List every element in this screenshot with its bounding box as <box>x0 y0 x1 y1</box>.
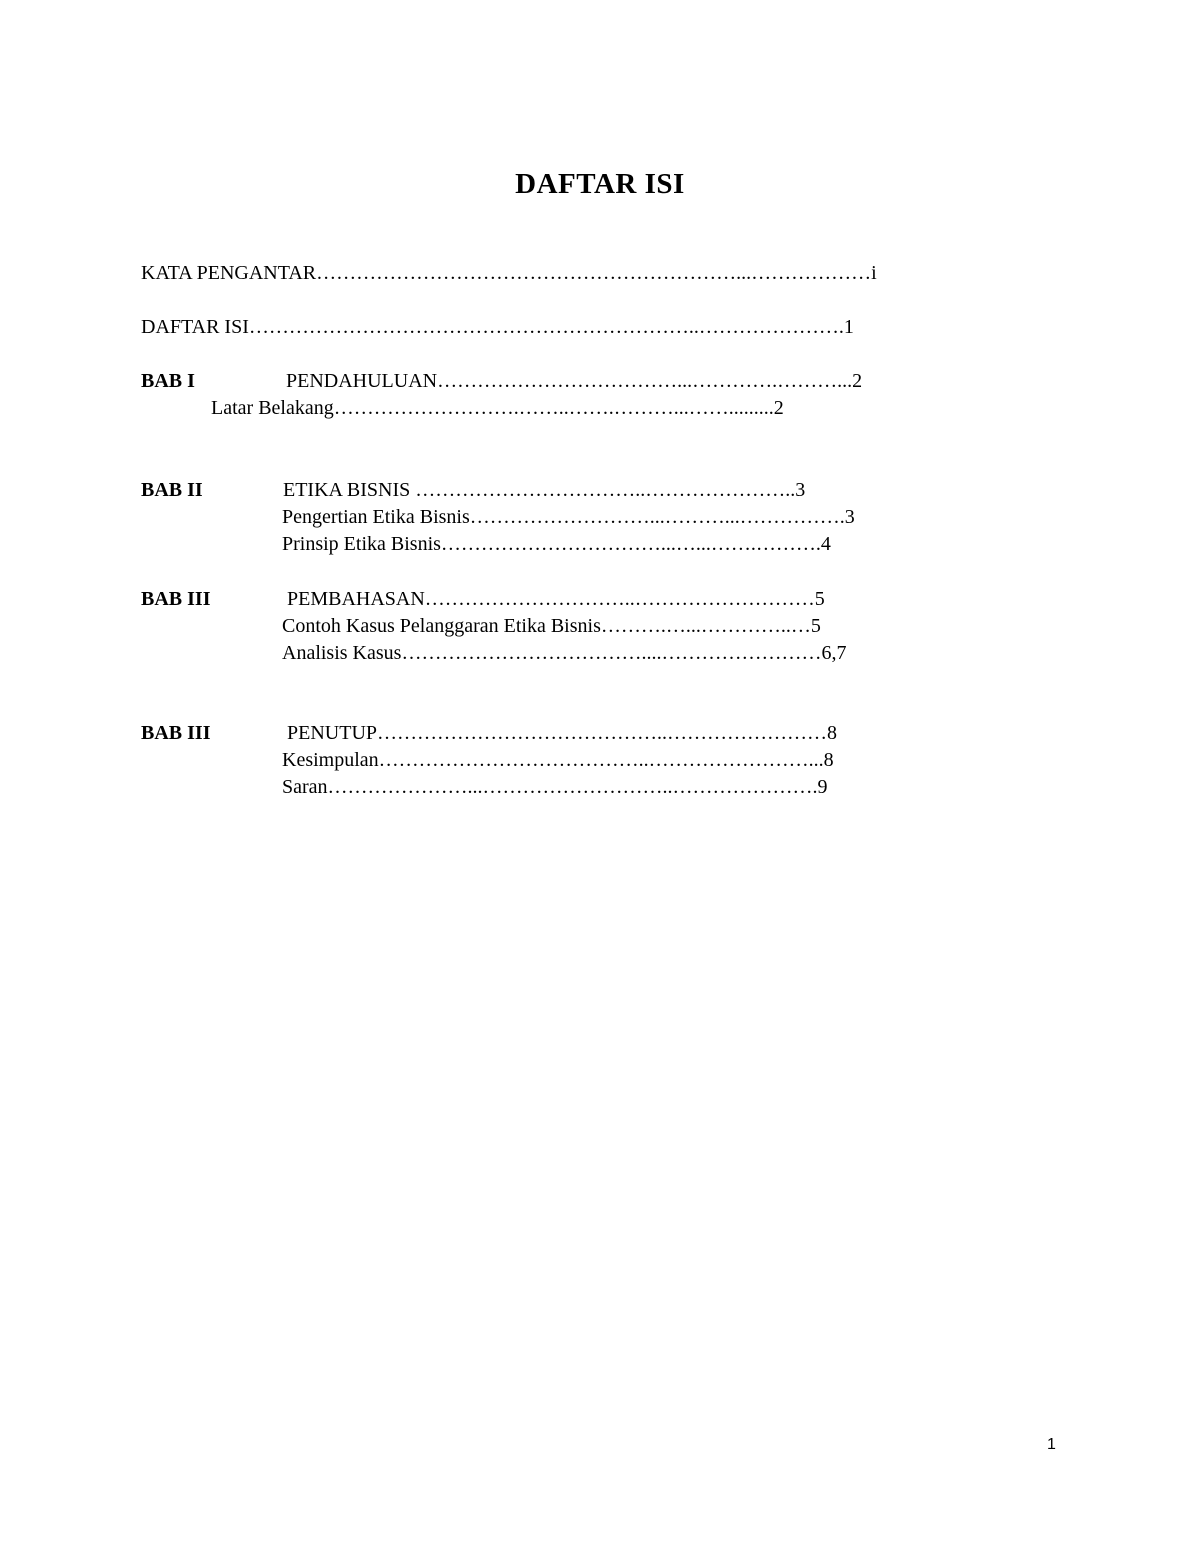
toc-entry-etika-bisnis: ETIKA BISNIS ……………………………..…………………..3 <box>283 479 806 501</box>
toc-entry-kesimpulan: Kesimpulan…………………………………..……………………...8 <box>282 749 834 771</box>
page-title: DAFTAR ISI <box>515 168 685 200</box>
toc-entry-pendahuluan: PENDAHULUAN………………………………...………….………...2 <box>286 370 863 392</box>
toc-entry-daftar-isi: DAFTAR ISI…………………………………………………………..………………….1 <box>141 316 854 338</box>
page-number: 1 <box>1047 1436 1056 1453</box>
toc-chapter-label: BAB III <box>141 588 211 610</box>
toc-entry-saran: Saran…………………...………………………..………………….9 <box>282 776 828 798</box>
toc-chapter-label: BAB II <box>141 479 203 501</box>
toc-entry-penutup: PENUTUP……………………………………..……………………8 <box>287 722 838 744</box>
toc-entry-kata-pengantar: KATA PENGANTAR………………………………………………………...………………i <box>141 262 877 284</box>
toc-chapter-label: BAB III <box>141 722 211 744</box>
toc-entry-contoh-kasus: Contoh Kasus Pelanggaran Etika Bisnis……….…...…………..…5 <box>282 615 821 637</box>
toc-entry-pengertian-etika-bisnis: Pengertian Etika Bisnis………………………...………...…………….3 <box>282 506 855 528</box>
toc-entry-pembahasan: PEMBAHASAN…………………………..………………………5 <box>287 588 825 610</box>
toc-entry-prinsip-etika-bisnis: Prinsip Etika Bisnis……………………………...…...…….……….4 <box>282 533 831 555</box>
toc-entry-latar-belakang: Latar Belakang……………………….……..…….………...…….........2 <box>211 397 784 419</box>
toc-chapter-label: BAB I <box>141 370 195 392</box>
toc-entry-analisis-kasus: Analisis Kasus………………………………....……………………6,7 <box>282 642 847 664</box>
